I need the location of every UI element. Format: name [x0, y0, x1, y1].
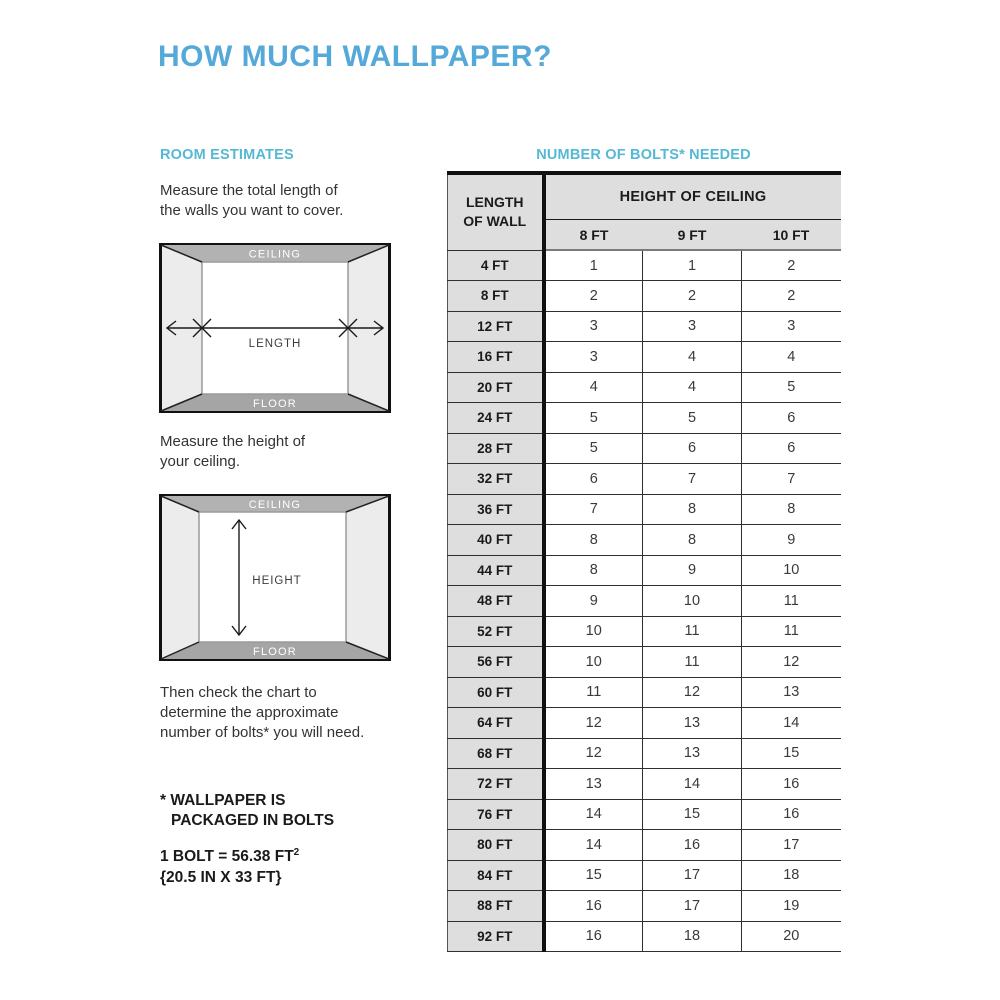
bolt-count-cell: 15 [643, 799, 742, 830]
corner-line1: LENGTH [465, 194, 524, 211]
corner-line2: OF WALL [463, 213, 527, 230]
bolt-count-cell: 12 [544, 708, 643, 739]
bolt-count-cell: 11 [742, 586, 841, 617]
bolt-spec-line1: 1 BOLT = 56.38 $FT^2$ [160, 847, 300, 866]
footnote-line1: * WALLPAPER IS [160, 792, 286, 809]
wall-length-cell: 40 FT [448, 525, 544, 556]
wall-length-cell: 80 FT [448, 830, 544, 861]
table-row [448, 677, 841, 708]
bolt-count-cell: 14 [742, 708, 841, 739]
table-row [448, 647, 841, 678]
bolt-count-cell: 10 [544, 647, 643, 678]
table-row [448, 616, 841, 647]
bolt-count-cell: 16 [742, 799, 841, 830]
bolt-count-cell: 11 [742, 616, 841, 647]
table-row [448, 311, 841, 342]
wall-length-cell: 76 FT [448, 799, 544, 830]
page-title: HOW MUCH WALLPAPER? [158, 40, 552, 73]
table-row [448, 403, 841, 434]
floor-label: FLOOR [253, 398, 297, 410]
table-row [448, 586, 841, 617]
bolt-count-cell: 13 [742, 677, 841, 708]
bolt-count-cell: 14 [643, 769, 742, 800]
ceiling-label: CEILING [248, 499, 302, 511]
table-row [448, 860, 841, 891]
bolt-count-cell: 12 [742, 647, 841, 678]
bolt-count-cell: 5 [643, 403, 742, 434]
table-row [448, 281, 841, 312]
bolt-count-cell: 16 [742, 769, 841, 800]
bolt-count-cell: 13 [544, 769, 643, 800]
table-row [448, 342, 841, 373]
wall-length-cell: 16 FT [448, 342, 544, 373]
wall-length-cell: 8 FT [448, 281, 544, 312]
table-row [448, 708, 841, 739]
bolts-table [447, 171, 841, 952]
step1-instruction [160, 181, 343, 221]
wall-length-cell: 20 FT [448, 372, 544, 403]
bolt-count-cell: 5 [742, 372, 841, 403]
bolt-count-cell: 14 [544, 830, 643, 861]
bolt-count-cell: 14 [544, 799, 643, 830]
bolt-count-cell: 2 [742, 281, 841, 312]
wall-length-cell: 92 FT [448, 921, 544, 952]
ceiling-8ft-header: 8 FT [544, 220, 643, 251]
wall-length-cell: 4 FT [448, 250, 544, 281]
bolt-count-cell: 3 [544, 342, 643, 373]
squared-superscript: 2 [293, 847, 300, 858]
bolt-count-cell: 1 [544, 250, 643, 281]
bolt-count-cell: 7 [544, 494, 643, 525]
bolt-count-cell: 6 [742, 433, 841, 464]
height-label: HEIGHT [252, 575, 302, 587]
step3-instruction [160, 683, 364, 743]
bolt-count-cell: 15 [742, 738, 841, 769]
bolt-count-cell: 2 [643, 281, 742, 312]
ceiling-9ft-header: 9 FT [643, 220, 742, 251]
table-row [448, 830, 841, 861]
step2-instruction [160, 432, 305, 472]
bolt-count-cell: 2 [742, 250, 841, 281]
wall-length-cell: 64 FT [448, 708, 544, 739]
table-row [448, 433, 841, 464]
table-row [448, 494, 841, 525]
bolt-count-cell: 4 [643, 372, 742, 403]
bolt-count-cell: 16 [544, 891, 643, 922]
length-of-wall-header [448, 173, 544, 250]
bolt-count-cell: 6 [742, 403, 841, 434]
table-row [448, 921, 841, 952]
height-of-ceiling-header: HEIGHT OF CEILING [544, 173, 841, 220]
bolt-count-cell: 13 [643, 738, 742, 769]
bolt-count-cell: 16 [643, 830, 742, 861]
wall-length-cell: 24 FT [448, 403, 544, 434]
bolt-count-cell: 4 [742, 342, 841, 373]
wall-length-cell: 48 FT [448, 586, 544, 617]
bolts-table-body [448, 250, 841, 952]
bolt-count-cell: 12 [544, 738, 643, 769]
bolts-table-header [448, 173, 841, 250]
floor-label: FLOOR [253, 646, 297, 658]
bolt-count-cell: 7 [742, 464, 841, 495]
bolt-count-cell: 20 [742, 921, 841, 952]
step3-line2: determine the approximate [160, 703, 339, 721]
wall-length-cell: 72 FT [448, 769, 544, 800]
bolt-count-cell: 17 [742, 830, 841, 861]
wall-length-cell: 12 FT [448, 311, 544, 342]
bolt-count-cell: 16 [544, 921, 643, 952]
bolt-count-cell: 10 [742, 555, 841, 586]
bolt-count-cell: 8 [643, 525, 742, 556]
step3-line3: number of bolts* you will need. [160, 723, 365, 741]
bolt-count-cell: 5 [544, 403, 643, 434]
ceiling-label: CEILING [248, 248, 302, 261]
step2-line1: Measure the height of [160, 433, 306, 450]
length-label: LENGTH [248, 338, 302, 350]
room-length-diagram [159, 243, 391, 413]
wall-length-cell: 68 FT [448, 738, 544, 769]
wall-length-cell: 32 FT [448, 464, 544, 495]
bolt-count-cell: 19 [742, 891, 841, 922]
bolt-count-cell: 11 [643, 616, 742, 647]
bolt-count-cell: 3 [544, 311, 643, 342]
bolt-count-cell: 1 [643, 250, 742, 281]
table-row [448, 464, 841, 495]
bolt-count-cell: 8 [643, 494, 742, 525]
table-row [448, 372, 841, 403]
bolts-footnote [160, 791, 334, 832]
table-row [448, 738, 841, 769]
bolt-count-cell: 11 [643, 647, 742, 678]
bolt-count-cell: 3 [742, 311, 841, 342]
bolt-spec-line2: {20.5 IN X 33 FT} [160, 868, 282, 886]
bolt-count-cell: 8 [544, 525, 643, 556]
table-row [448, 525, 841, 556]
wall-length-cell: 28 FT [448, 433, 544, 464]
wall-length-cell: 88 FT [448, 891, 544, 922]
table-row [448, 891, 841, 922]
step3-line1: Then check the chart to [160, 684, 317, 701]
room-estimates-heading: ROOM ESTIMATES [160, 147, 294, 163]
wall-length-cell: 56 FT [448, 647, 544, 678]
bolt-count-cell: 4 [544, 372, 643, 403]
bolt-count-cell: 18 [742, 860, 841, 891]
bolt-count-cell: 8 [544, 555, 643, 586]
bolt-count-cell: 9 [742, 525, 841, 556]
room-height-diagram [159, 494, 391, 661]
bolt-count-cell: 12 [643, 677, 742, 708]
table-row [448, 769, 841, 800]
step2-line2: your ceiling. [160, 452, 241, 470]
bolt-count-cell: 17 [643, 891, 742, 922]
bolt-count-cell: 3 [643, 311, 742, 342]
wall-length-cell: 52 FT [448, 616, 544, 647]
bolt-count-cell: 11 [544, 677, 643, 708]
bolt-count-cell: 8 [742, 494, 841, 525]
wall-length-cell: 44 FT [448, 555, 544, 586]
bolt-count-cell: 10 [643, 586, 742, 617]
bolt-count-cell: 9 [643, 555, 742, 586]
wall-length-cell: 60 FT [448, 677, 544, 708]
table-row [448, 250, 841, 281]
bolt-count-cell: 6 [643, 433, 742, 464]
bolt-count-cell: 17 [643, 860, 742, 891]
footnote-line2: PACKAGED IN BOLTS [171, 812, 335, 830]
table-row [448, 555, 841, 586]
bolts-needed-heading: NUMBER OF BOLTS* NEEDED [536, 147, 751, 163]
wall-length-cell: 36 FT [448, 494, 544, 525]
bolt-count-cell: 10 [544, 616, 643, 647]
ceiling-10ft-header: 10 FT [742, 220, 841, 251]
bolt-count-cell: 7 [643, 464, 742, 495]
bolt-count-cell: 15 [544, 860, 643, 891]
step1-line2: the walls you want to cover. [160, 201, 344, 219]
wall-length-cell: 84 FT [448, 860, 544, 891]
bolt-count-cell: 2 [544, 281, 643, 312]
bolt-count-cell: 5 [544, 433, 643, 464]
table-row [448, 799, 841, 830]
step1-line1: Measure the total length of [160, 182, 338, 199]
bolt-count-cell: 6 [544, 464, 643, 495]
bolt-count-cell: 13 [643, 708, 742, 739]
bolt-count-cell: 4 [643, 342, 742, 373]
bolt-count-cell: 9 [544, 586, 643, 617]
bolt-count-cell: 18 [643, 921, 742, 952]
bolt-spec [160, 846, 299, 888]
